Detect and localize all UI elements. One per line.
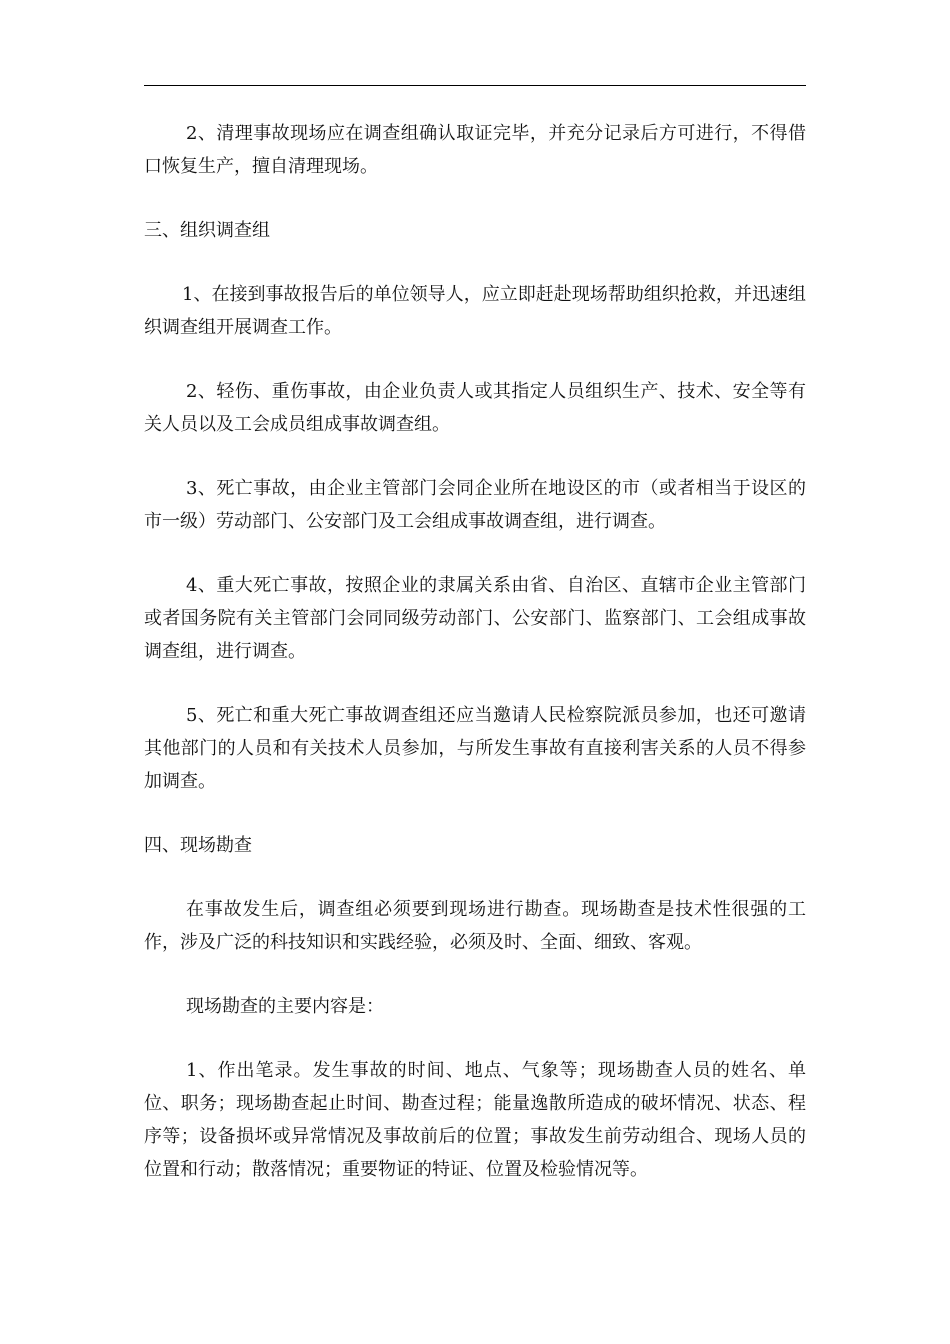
paragraph-procuratorate: 5、死亡和重大死亡事故调查组还应当邀请人民检察院派员参加，也还可邀请其他部门的人员和有关技术人员参加，与所发生事故有直接利害关系的人员不得参加调查。 — [144, 705, 806, 792]
paragraph-minor-injury: 2、轻伤、重伤事故，由企业负责人或其指定人员组织生产、技术、安全等有关人员以及工会成员组成事故调查组。 — [144, 381, 806, 435]
paragraph-survey-contents-label: 现场勘查的主要内容是： — [186, 996, 384, 1017]
header-rule — [144, 85, 806, 86]
paragraph-survey-intro: 在事故发生后，调查组必须要到现场进行勘查。现场勘查是技术性很强的工作，涉及广泛的科技知识和实践经验，必须及时、全面、细致、客观。 — [144, 899, 806, 953]
paragraph-make-records: 1、作出笔录。发生事故的时间、地点、气象等；现场勘查人员的姓名、单位、职务；现场勘查起止时间、勘查过程；能量逸散所造成的破坏情况、状态、程序等；设备损坏或异常情况及事故前后的位置；事故发生前劳动组合、现场人员的位置和行动；散落情况；重要物证的特证、位置及检验情况等。 — [144, 1060, 806, 1180]
paragraph-major-fatal-accident: 4、重大死亡事故，按照企业的隶属关系由省、自治区、直辖市企业主管部门或者国务院有关主管部门会同同级劳动部门、公安部门、监察部门、工会组成事故调查组，进行调查。 — [144, 575, 806, 662]
section-heading-site-survey: 四、现场勘查 — [144, 835, 252, 856]
paragraph-fatal-accident: 3、死亡事故，由企业主管部门会同企业所在地设区的市（或者相当于设区的市一级）劳动部门、公安部门及工会组成事故调查组，进行调查。 — [144, 478, 806, 532]
paragraph-clear-scene: 2、清理事故现场应在调查组确认取证完毕，并充分记录后方可进行，不得借口恢复生产，擅自清理现场。 — [144, 123, 806, 177]
document-body — [144, 117, 806, 1186]
section-heading-organize-team: 三、组织调查组 — [144, 220, 270, 241]
paragraph-leader-response: 1、在接到事故报告后的单位领导人，应立即赶赴现场帮助组织抢救，并迅速组织调查组开展调查工作。 — [144, 284, 806, 338]
